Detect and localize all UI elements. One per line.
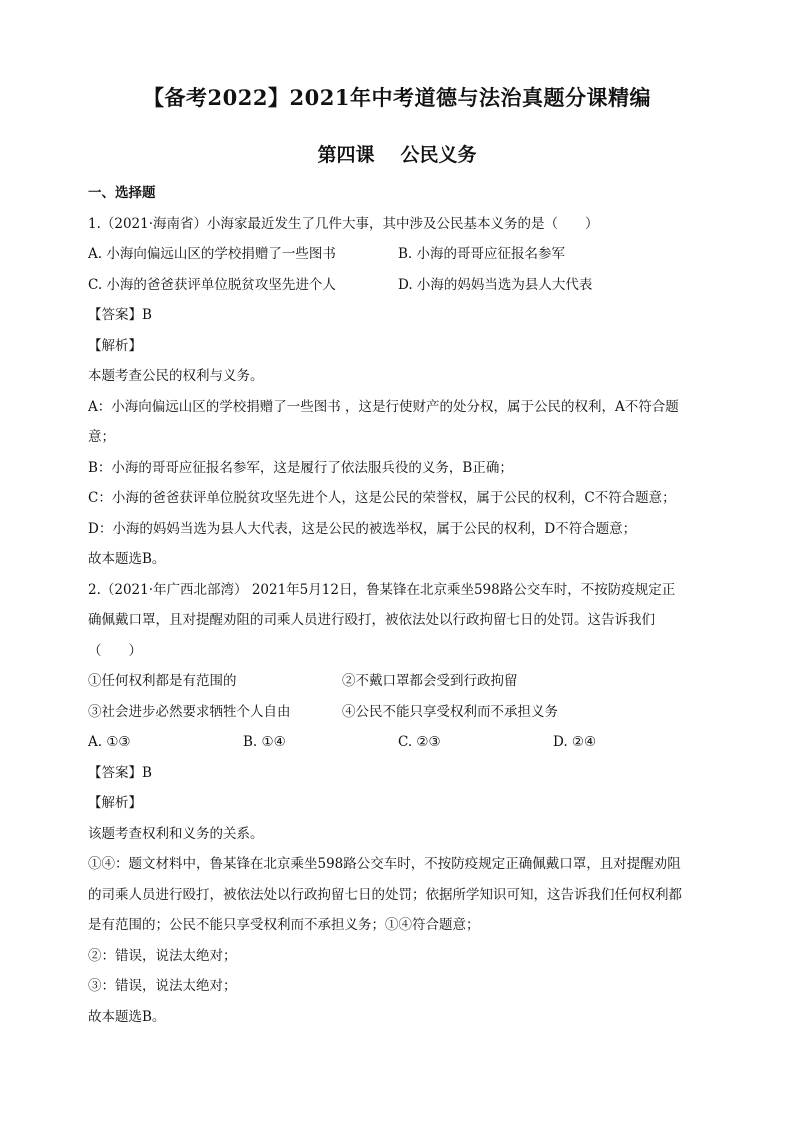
lesson-heading — [0, 140, 794, 167]
statements-row — [88, 697, 708, 728]
option-b: B. ①④ — [243, 734, 286, 750]
statements-row — [88, 666, 708, 697]
analysis-line: 故本题选B。 — [88, 551, 166, 567]
analysis-line: ②：错误，说法太绝对； — [88, 947, 237, 964]
analysis-line: ①④：题文材料中，鲁某锋在北京乘坐598路公交车时，不按防疫规定正确佩戴口罩，且对提醒劝阻 — [88, 856, 681, 872]
option-a: A. ①③ — [88, 734, 131, 750]
lesson-number: 第四课 — [317, 144, 375, 166]
analysis-line: B：小海的哥哥应征报名参军，这是履行了依法服兵役的义务，B正确； — [88, 459, 513, 476]
analysis-label: 【解析】 — [88, 795, 142, 811]
analysis-line: ③：错误，说法太绝对； — [88, 978, 237, 994]
analysis-line: C：小海的爸爸获评单位脱贫攻坚先进个人，这是公民的荣誉权，属于公民的权利，C不符合题意； — [88, 490, 676, 506]
section-heading: 一、选择题 — [88, 185, 156, 201]
analysis-label: 【解析】 — [88, 337, 142, 354]
option-a: A. 小海向偏远山区的学校捐赠了一些图书 — [88, 246, 336, 262]
question-stem: 1.（2021·海南省）小海家最近发生了几件大事，其中涉及公民基本义务的是（ ） — [88, 215, 599, 232]
option-d: D. ②④ — [553, 734, 597, 750]
statement-4: ④公民不能只享受权利而不承担义务 — [342, 703, 558, 720]
option-c: C. ②③ — [398, 734, 441, 750]
statement-1: ①任何权利都是有范围的 — [88, 673, 237, 689]
analysis-line: 是有范围的；公民不能只享受权利而不承担义务；①④符合题意； — [88, 917, 480, 933]
analysis-line: 意； — [88, 429, 115, 445]
document-title: 【备考2022】2021年中考道德与法治真题分课精编 — [143, 85, 651, 110]
lesson-name: 公民义务 — [400, 144, 477, 166]
analysis-line: D：小海的妈妈当选为县人大代表，这是公民的被选举权，属于公民的权利，D不符合题意； — [88, 520, 637, 537]
analysis-line: 本题考查公民的权利与义务。 — [88, 368, 264, 384]
question-stem: 2.（2021·年广西北部湾） 2021年5月12日，鲁某锋在北京乘坐598路公交车时，不按防疫规定正 — [88, 581, 676, 598]
question-stem: 确佩戴口罩，且对提醒劝阻的司乘人员进行殴打，被依法处以行政拘留七日的处罚。这告诉我们 — [88, 612, 655, 628]
analysis-line: 的司乘人员进行殴打，被依法处以行政拘留七日的处罚；依据所学知识可知，这告诉我们任何权利都 — [88, 886, 682, 903]
analysis-line: A：小海向偏远山区的学校捐赠了一些图书 ，这是行使财产的处分权，属于公民的权利，A不符合题 — [88, 398, 679, 415]
question-2 — [88, 575, 708, 1033]
document-body — [88, 178, 708, 1032]
statement-2: ②不戴口罩都会受到行政拘留 — [342, 673, 518, 689]
analysis-line: 该题考查权利和义务的关系。 — [88, 825, 264, 842]
statement-3: ③社会进步必然要求牺牲个人自由 — [88, 703, 291, 720]
options-row — [88, 239, 708, 270]
options-row — [88, 727, 708, 758]
answer-label: 【答案】B — [88, 307, 152, 323]
option-c: C. 小海的爸爸获评单位脱贫攻坚先进个人 — [88, 276, 336, 293]
options-row — [88, 270, 708, 301]
answer-label: 【答案】B — [88, 764, 152, 781]
question-1 — [88, 209, 708, 575]
option-d: D. 小海的妈妈当选为县人大代表 — [398, 276, 593, 293]
question-stem: （ ） — [88, 642, 142, 659]
analysis-line: 故本题选B。 — [88, 1008, 166, 1025]
option-b: B. 小海的哥哥应征报名参军 — [398, 246, 566, 262]
